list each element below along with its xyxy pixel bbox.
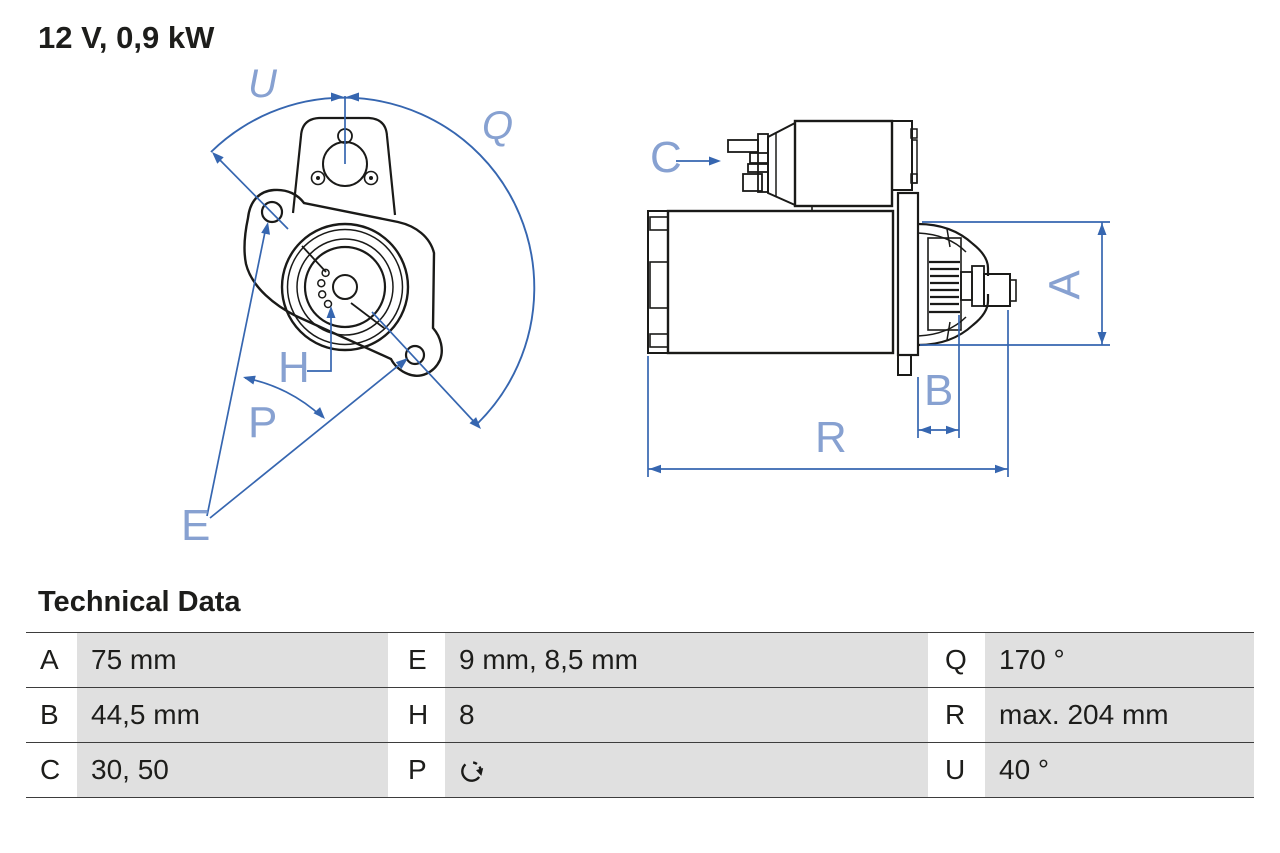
terminal-stud-50: [743, 174, 762, 191]
shaft-bearing: [972, 266, 984, 306]
tab-left-hole-pin: [316, 176, 320, 180]
table-row: [26, 632, 1254, 687]
arc-top-tick-right: [346, 93, 359, 102]
bearing-ring-3: [297, 239, 393, 335]
dim-label-e: E: [181, 501, 211, 550]
mounting-tab: [293, 118, 395, 215]
spec-h-value: 8: [445, 688, 928, 742]
terminal-washer-1: [750, 153, 768, 163]
spec-c-value: 30, 50: [77, 743, 388, 797]
dim-label-b: B: [924, 366, 954, 415]
end-cap-boss: [650, 262, 668, 308]
mount-hole-lower-right: [406, 346, 424, 364]
dim-label-q: Q: [482, 104, 514, 148]
spec-r-label: R: [928, 688, 985, 742]
radial-line-lower-right: [372, 312, 478, 426]
spec-b-label: B: [26, 688, 77, 742]
dim-label-h: H: [278, 343, 310, 392]
p-arrow-upper: [243, 376, 256, 385]
pinion-shaft: [961, 272, 972, 300]
spec-e-value: 9 mm, 8,5 mm: [445, 633, 928, 687]
e-arrow-upper: [261, 222, 270, 235]
flange-outline: [245, 190, 442, 376]
arc-top-tick-left: [331, 93, 344, 102]
dim-label-c: C: [650, 133, 682, 182]
b-arrow-right: [946, 426, 958, 434]
spec-e-label: E: [388, 633, 445, 687]
terminal-stud-30: [728, 140, 758, 152]
spec-a-label: A: [26, 633, 77, 687]
page-title: 12 V, 0,9 kW: [38, 20, 215, 55]
solenoid-body: [795, 121, 892, 206]
radial-line-upper-left: [215, 155, 288, 229]
dim-label-r: R: [815, 413, 847, 462]
c-arrow: [709, 157, 721, 166]
side-view-dimensions: [648, 157, 1110, 478]
spec-c-label: C: [26, 743, 77, 797]
table-row: [26, 742, 1254, 798]
bell-rib-bottom: [947, 322, 950, 340]
end-cap-tab-bottom: [650, 334, 668, 347]
pinion-gear-teeth: [929, 262, 960, 312]
p-arrow-lower: [314, 407, 326, 419]
flange-foot: [898, 355, 911, 375]
spec-q-label: Q: [928, 633, 985, 687]
flange-plate: [898, 193, 918, 355]
solenoid-front-cap: [768, 123, 795, 205]
b-arrow-left: [919, 426, 931, 434]
r-arrow-right: [995, 465, 1007, 473]
spec-a-value: 75 mm: [77, 633, 388, 687]
spec-p-value: [445, 743, 928, 797]
dim-label-a: A: [1040, 270, 1090, 300]
dim-label-u: U: [248, 62, 277, 106]
front-view-drawing: [245, 118, 442, 376]
spec-q-value: 170 °: [985, 633, 1254, 687]
table-row: [26, 687, 1254, 742]
technical-data-table: [26, 632, 1254, 798]
spec-h-label: H: [388, 688, 445, 742]
spec-u-label: U: [928, 743, 985, 797]
solenoid-right-block: [892, 121, 912, 190]
end-cap-strip: [648, 211, 668, 353]
a-arrow-top: [1098, 223, 1107, 235]
end-cap-tab-top: [650, 217, 668, 230]
spec-p-label: P: [388, 743, 445, 797]
front-view-dimensions: [207, 93, 534, 519]
bearing-disc: [305, 247, 385, 327]
spec-b-value: 44,5 mm: [77, 688, 388, 742]
shaft-hole: [333, 275, 357, 299]
motor-body: [668, 211, 893, 353]
pinion-teeth: [318, 269, 332, 307]
tab-right-hole-pin: [369, 176, 373, 180]
side-view-drawing: [648, 121, 1016, 375]
spec-r-value: max. 204 mm: [985, 688, 1254, 742]
dim-label-p: P: [248, 398, 278, 447]
spec-u-value: 40 °: [985, 743, 1254, 797]
e-leader-upper: [207, 227, 266, 516]
bell-top-inner: [918, 233, 966, 252]
clockwise-rotation-icon: [459, 757, 486, 784]
r-arrow-left: [649, 465, 661, 473]
technical-data-heading: Technical Data: [38, 586, 241, 618]
a-arrow-bottom: [1098, 332, 1107, 344]
